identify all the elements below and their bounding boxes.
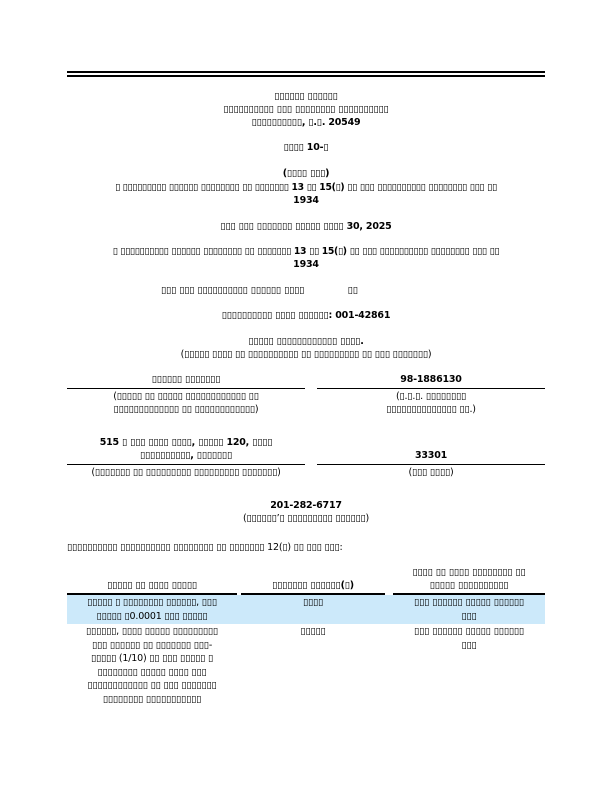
phone-caption: (▯▯▯▯▯▯’▯ ▯▯▯▯▯▯▯▯▯ ▯▯▯▯▯▯)	[242, 513, 370, 525]
class-line: ▯▯▯▯▯ (1/10) ▯▯ ▯▯▯ ▯▯▯▯▯ ▯	[90, 653, 214, 665]
address-caption: (▯▯▯▯▯▯▯ ▯▯ ▯▯▯▯▯▯▯▯▯ ▯▯▯▯▯▯▯▯▯ ▯▯▯▯▯▯▯)	[91, 467, 281, 479]
security-row-rights	[67, 624, 545, 707]
quarterly-report-checkbox-icon: ▯	[115, 182, 120, 194]
commission-file-number: ▯▯▯▯▯▯▯▯▯▯ ▯▯▯▯ ▯▯▯▯▯▯: 001-42861	[221, 310, 391, 322]
class-line: ▯▯▯▯▯▯▯▯▯▯▯▯ ▯▯ ▯▯▯ ▯▯▯▯▯▯▯	[87, 680, 217, 692]
transition-report-line	[67, 245, 545, 258]
ein-column	[317, 373, 545, 416]
class-line: ▯▯▯ ▯▯▯▯▯▯ ▯▯ ▯▯▯▯▯▯▯ ▯▯▯-	[91, 639, 213, 651]
address-column	[67, 436, 305, 479]
exchange-line: ▯▯▯ ▯▯▯▯▯▯ ▯▯▯▯▯ ▯▯▯▯▯▯	[414, 626, 524, 638]
exchange-cell	[393, 625, 545, 652]
securities-table	[67, 566, 545, 707]
mark-one-label: (▯▯▯▯ ▯▯▯)	[282, 168, 330, 180]
exchange-line: ▯▯▯	[461, 639, 477, 651]
exchange-cell	[393, 596, 545, 623]
phone-block	[67, 499, 545, 525]
ein-value: 98-1886130	[400, 374, 462, 386]
incorporation-ein-row	[67, 373, 545, 416]
exchange-line: ▯▯▯ ▯▯▯▯▯▯ ▯▯▯▯▯ ▯▯▯▯▯▯	[414, 597, 524, 609]
agency-address-line: ▯▯▯▯▯▯▯▯▯▯, ▯.▯. 20549	[251, 117, 361, 129]
class-line: ▯▯▯▯▯▯, ▯▯▯▯ ▯▯▯▯▯ ▯▯▯▯▯▯▯▯▯	[86, 626, 218, 638]
class-line: ▯▯▯▯▯ ▯ ▯▯▯▯▯▯▯▯ ▯▯▯▯▯▯, ▯▯▯	[87, 597, 217, 609]
header-exchange	[393, 566, 545, 595]
registrant-name-block	[67, 335, 545, 361]
quarterly-report-text: ▯▯▯▯▯▯▯▯▯ ▯▯▯▯▯▯ ▯▯▯▯▯▯▯▯ ▯▯ ▯▯▯▯▯▯▯ 13 ▯▯ 15(▯) ▯▯ ▯▯▯ ▯▯▯▯▯▯▯▯▯▯ ▯▯▯▯▯▯▯▯ ▯▯▯ ▯▯	[122, 182, 497, 194]
trading-symbol-cell: ▯▯▯▯	[302, 597, 324, 609]
incorporation-state-value: ▯▯▯▯▯▯ ▯▯▯▯▯▯▯	[151, 374, 221, 386]
transition-report-text: ▯▯▯▯▯▯▯▯▯▯ ▯▯▯▯▯▯ ▯▯▯▯▯▯▯▯ ▯▯ ▯▯▯▯▯▯▯ 13 ▯▯ 15(▯) ▯▯ ▯▯▯ ▯▯▯▯▯▯▯▯▯▯ ▯▯▯▯▯▯▯▯ ▯▯▯ ▯▯	[120, 246, 500, 258]
address-line2: ▯▯▯▯▯▯▯▯▯▯, ▯▯▯▯▯▯▯	[140, 450, 232, 462]
header-exchange-line2: ▯▯▯▯▯ ▯▯▯▯▯▯▯▯▯▯	[429, 580, 509, 592]
address-zip-row	[67, 436, 545, 479]
ein-caption-line2: ▯▯▯▯▯▯▯▯▯▯▯▯▯▯ ▯▯.)	[386, 404, 476, 416]
security-class-cell	[67, 596, 237, 623]
header-exchange-line1: ▯▯▯▯ ▯▯ ▯▯▯▯ ▯▯▯▯▯▯▯▯ ▯▯	[412, 567, 526, 579]
header-trading-symbol: ▯▯▯▯▯▯▯ ▯▯▯▯▯▯(▯)	[241, 579, 385, 595]
quarter-ended-line: ▯▯▯ ▯▯▯ ▯▯▯▯▯▯▯ ▯▯▯▯▯ ▯▯▯▯ 30, 2025	[220, 221, 392, 233]
security-row-ordinary-shares	[67, 595, 545, 624]
exchange-line: ▯▯▯	[461, 610, 477, 622]
zip-column	[317, 436, 545, 479]
incorporation-caption-line2: ▯▯▯▯▯▯▯▯▯▯▯▯▯ ▯▯ ▯▯▯▯▯▯▯▯▯▯▯▯)	[113, 404, 259, 416]
security-class-cell	[67, 625, 237, 706]
zip-caption: (▯▯▯ ▯▯▯▯)	[408, 467, 454, 479]
transition-report-checkbox-icon: ▯	[112, 246, 118, 258]
class-line: ▯▯▯▯▯ ▯0.0001 ▯▯▯ ▯▯▯▯▯	[96, 610, 208, 622]
top-double-rule	[67, 71, 545, 77]
registrant-name: ▯▯▯▯▯ ▯▯▯▯▯▯▯▯▯▯▯▯ ▯▯▯▯.	[248, 336, 364, 348]
trading-symbol-cell: ▯▯▯▯▯	[300, 626, 326, 638]
address-rule	[67, 464, 305, 465]
form-title: ▯▯▯▯ 10-▯	[283, 142, 329, 154]
phone-number: 201-282-6717	[270, 500, 342, 512]
class-line: ▯▯▯▯▯▯▯▯ ▯▯▯▯▯▯▯▯▯▯▯	[102, 693, 202, 705]
header-title-of-class: ▯▯▯▯▯ ▯▯ ▯▯▯▯ ▯▯▯▯▯	[67, 579, 237, 595]
incorporation-column	[67, 373, 305, 416]
ein-caption-line1: (▯.▯.▯. ▯▯▯▯▯▯▯▯	[395, 391, 467, 403]
agency-name-line1: ▯▯▯▯▯▯ ▯▯▯▯▯▯	[274, 91, 338, 103]
incorporation-rule	[67, 388, 305, 389]
transition-period-line: ▯▯▯ ▯▯▯ ▯▯▯▯▯▯▯▯▯▯ ▯▯▯▯▯▯ ▯▯▯▯ ▯▯	[161, 285, 451, 297]
class-line: ▯▯▯▯▯▯▯▯ ▯▯▯▯▯ ▯▯▯▯ ▯▯▯	[97, 666, 207, 678]
address-line1: 515 ▯ ▯▯▯ ▯▯▯▯ ▯▯▯▯, ▯▯▯▯▯ 120, ▯▯▯▯	[99, 437, 273, 449]
registrant-name-caption: (▯▯▯▯▯ ▯▯▯▯ ▯▯ ▯▯▯▯▯▯▯▯▯▯ ▯▯ ▯▯▯▯▯▯▯▯▯ ▯▯ ▯▯▯ ▯▯▯▯▯▯▯)	[180, 349, 432, 361]
agency-name-line2: ▯▯▯▯▯▯▯▯▯▯ ▯▯▯ ▯▯▯▯▯▯▯▯ ▯▯▯▯▯▯▯▯▯▯	[223, 104, 389, 116]
transition-report-line2: 1934	[293, 259, 319, 271]
zip-value: 33301	[414, 450, 448, 462]
ein-rule	[317, 388, 545, 389]
quarterly-report-line2: 1934	[293, 195, 319, 207]
securities-registered-intro: ▯▯▯▯▯▯▯▯▯▯ ▯▯▯▯▯▯▯▯▯▯ ▯▯▯▯▯▯▯▯ ▯▯ ▯▯▯▯▯▯▯ 12(▯) ▯▯ ▯▯▯ ▯▯▯:	[67, 542, 343, 554]
sec-agency-header	[67, 90, 545, 129]
quarterly-report-line	[67, 181, 545, 194]
securities-table-header	[67, 566, 545, 595]
incorporation-caption-line1: (▯▯▯▯▯ ▯▯ ▯▯▯▯▯ ▯▯▯▯▯▯▯▯▯▯▯▯ ▯▯	[113, 391, 259, 403]
zip-rule	[317, 464, 545, 465]
